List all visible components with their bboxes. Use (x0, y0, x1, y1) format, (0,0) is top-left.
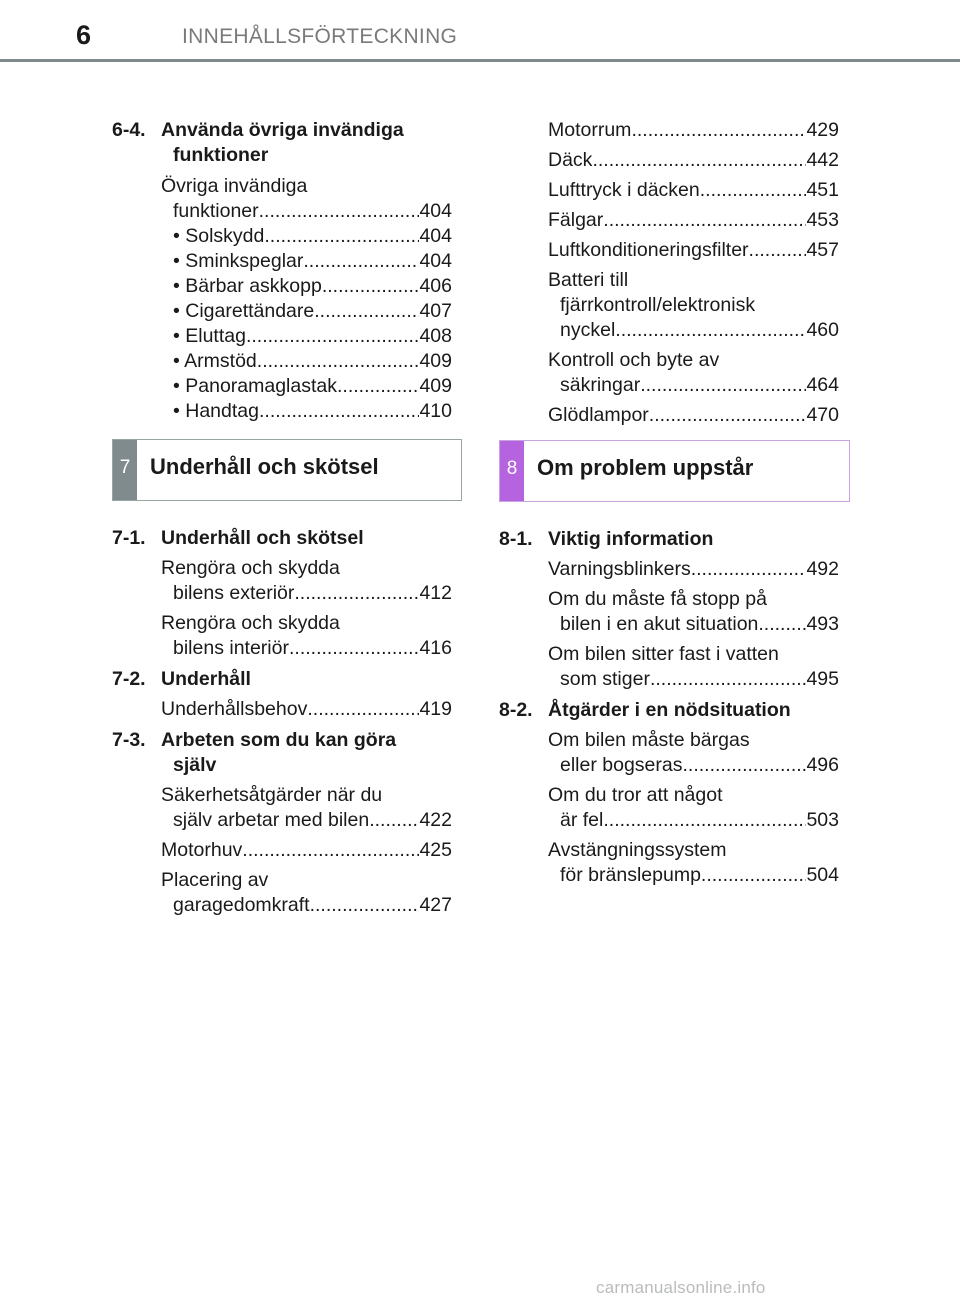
dot-leader (603, 208, 806, 233)
chapter-band-7[interactable] (112, 439, 462, 501)
page-ref: 425 (419, 839, 452, 861)
toc-entry[interactable] (112, 556, 452, 606)
dot-leader (631, 118, 806, 143)
dot-leader (307, 697, 419, 722)
dot-leader (650, 667, 807, 692)
dot-leader (749, 238, 807, 263)
toc-entry-fuse[interactable] (499, 348, 839, 398)
entry-text: Lufttryck i däcken (548, 179, 700, 201)
section-heading-7-2 (112, 667, 452, 692)
toc-entry-ovriga-invandiga[interactable] (112, 174, 452, 224)
dot-leader (322, 274, 420, 299)
page-ref: 406 (419, 275, 452, 297)
dot-leader (758, 612, 806, 637)
dot-leader (649, 403, 807, 428)
entry-text: Luftkonditioneringsfilter (548, 239, 749, 261)
toc-entry[interactable] (499, 838, 839, 888)
section-title: Underhåll och skötsel (161, 527, 364, 549)
section-number: 7-2. (112, 668, 146, 690)
page-ref: 409 (419, 375, 452, 397)
entry-line2: som stiger (560, 668, 650, 690)
toc-entry[interactable] (112, 783, 452, 833)
dot-leader (700, 178, 807, 203)
dot-leader (246, 324, 419, 349)
entry-line2: för bränslepump (560, 864, 701, 886)
entry-line1: Avstängningssystem (548, 839, 727, 861)
toc-subitem[interactable] (112, 224, 452, 249)
entry-text: • Bärbar askkopp (173, 275, 322, 297)
entry-line1: Batteri till (548, 269, 629, 291)
toc-entry[interactable] (499, 148, 839, 173)
entry-text: Motorrum (548, 119, 632, 141)
section-title: Åtgärder i en nödsituation (548, 699, 791, 721)
page-ref: 504 (806, 864, 839, 886)
toc-subitem[interactable] (112, 249, 452, 274)
entry-line1: Rengöra och skydda (161, 612, 340, 634)
entry-line1: Om du måste få stopp på (548, 588, 767, 610)
toc-entry[interactable] (112, 697, 452, 722)
section-title-line2: funktioner (173, 144, 269, 166)
dot-leader (369, 808, 419, 833)
dot-leader (289, 636, 419, 661)
section-title: Underhåll (161, 668, 251, 690)
toc-entry-battery[interactable] (499, 268, 839, 343)
page-number: 6 (76, 20, 92, 50)
page-ref: 470 (806, 404, 839, 426)
dot-leader (691, 557, 807, 582)
entry-line2: bilen i en akut situation (560, 613, 759, 635)
page-ref: 457 (806, 239, 839, 261)
toc-entry[interactable] (499, 557, 839, 582)
entry-text: Fälgar (548, 209, 604, 231)
page-ref: 419 (419, 698, 452, 720)
page-ref: 404 (419, 200, 452, 222)
section-number: 8-2. (499, 699, 533, 721)
entry-line1: Om du tror att något (548, 784, 723, 806)
dot-leader (615, 318, 806, 343)
chapter-title: Underhåll och skötsel (150, 454, 379, 479)
toc-entry[interactable] (112, 838, 452, 863)
dot-leader (701, 863, 807, 888)
entry-text: • Handtag (173, 400, 259, 422)
entry-text: • Eluttag (173, 325, 246, 347)
chapter-band-8[interactable] (499, 440, 850, 502)
dot-leader (314, 299, 419, 324)
entry-line1: Om bilen måste bärgas (548, 729, 750, 751)
entry-line2: bilens exteriör (173, 582, 295, 604)
dot-leader (310, 893, 420, 918)
section-number: 6-4. (112, 119, 146, 141)
entry-line1: Kontroll och byte av (548, 349, 720, 371)
entry-line1: Säkerhetsåtgärder när du (161, 784, 383, 806)
toc-subitem[interactable] (112, 324, 452, 349)
entry-line1: Rengöra och skydda (161, 557, 340, 579)
toc-entry[interactable] (499, 728, 839, 778)
chapter-number-tab: 8 (500, 441, 524, 501)
toc-entry[interactable] (499, 118, 839, 143)
entry-line3: nyckel (560, 319, 616, 341)
entry-text: • Solskydd (173, 225, 265, 247)
page-ref: 493 (806, 613, 839, 635)
watermark: carmanualsonline.info (596, 1278, 766, 1297)
dot-leader (640, 373, 806, 398)
right-column-top (499, 118, 839, 428)
page-ref: 412 (419, 582, 452, 604)
entry-line2: fjärrkontroll/elektronisk (560, 294, 756, 316)
page-ref: 429 (806, 119, 839, 141)
toc-subitem[interactable] (112, 399, 452, 424)
section-heading-7-3 (112, 728, 452, 778)
page-title: INNEHÅLLSFÖRTECKNING (182, 25, 458, 48)
entry-line2: bilens interiör (173, 637, 289, 659)
dot-leader (603, 808, 806, 833)
page-ref: 422 (419, 809, 452, 831)
page-ref: 407 (419, 300, 452, 322)
section-title-line2: själv (173, 754, 217, 776)
section-heading-7-1 (112, 526, 452, 551)
section-heading-6-4 (112, 118, 452, 168)
toc-subitem[interactable] (112, 274, 452, 299)
entry-text: • Panoramaglastak (173, 375, 337, 397)
page-ref: 460 (806, 319, 839, 341)
dot-leader (257, 349, 420, 374)
page-ref: 495 (806, 668, 839, 690)
entry-text: • Armstöd (173, 350, 257, 372)
toc-entry[interactable] (112, 868, 452, 918)
header-rule (0, 59, 960, 62)
toc-entry[interactable] (499, 587, 839, 637)
toc-entry[interactable] (499, 178, 839, 203)
entry-text: Glödlampor (548, 404, 649, 426)
page-ref: 408 (419, 325, 452, 347)
entry-text: Däck (548, 149, 593, 171)
entry-line2: eller bogseras (560, 754, 683, 776)
entry-line1: Placering av (161, 869, 269, 891)
dot-leader (259, 199, 420, 224)
entry-line2: själv arbetar med bilen (173, 809, 370, 831)
toc-entry[interactable] (112, 611, 452, 661)
entry-text: • Sminkspeglar (173, 250, 304, 272)
page-ref: 503 (806, 809, 839, 831)
page-ref: 453 (806, 209, 839, 231)
dot-leader (337, 374, 419, 399)
toc-entry[interactable] (499, 783, 839, 833)
toc-subitem[interactable] (112, 299, 452, 324)
page-ref: 427 (419, 894, 452, 916)
page-ref: 451 (806, 179, 839, 201)
page-header (0, 0, 960, 64)
chapter-number-tab: 7 (113, 440, 137, 500)
section-title-line1: Arbeten som du kan göra (161, 729, 397, 751)
toc-subitem[interactable] (112, 374, 452, 399)
toc-entry[interactable] (499, 238, 839, 263)
left-column-top (112, 118, 452, 424)
dot-leader (303, 249, 419, 274)
toc-subitem[interactable] (112, 349, 452, 374)
chapter-title: Om problem uppstår (537, 455, 754, 480)
section-title-line1: Använda övriga invändiga (161, 119, 404, 141)
dot-leader (264, 224, 419, 249)
dot-leader (294, 581, 419, 606)
entry-text: • Cigarettändare (173, 300, 315, 322)
dot-leader (242, 838, 419, 863)
page-ref: 409 (419, 350, 452, 372)
dot-leader (259, 399, 419, 424)
entry-line1: Om bilen sitter fast i vatten (548, 643, 779, 665)
section-number: 7-1. (112, 527, 146, 549)
page-ref: 404 (419, 250, 452, 272)
right-column-chapter8 (499, 527, 839, 888)
entry-line2: säkringar (560, 374, 641, 396)
toc-entry-bulbs[interactable] (499, 403, 839, 428)
section-number: 8-1. (499, 528, 533, 550)
page-ref: 492 (806, 558, 839, 580)
page-ref: 442 (806, 149, 839, 171)
page-ref: 464 (806, 374, 839, 396)
left-column-chapter7 (112, 526, 452, 918)
entry-line1: Övriga invändiga (161, 175, 308, 197)
section-title: Viktig information (548, 528, 714, 550)
page-ref: 496 (806, 754, 839, 776)
section-heading-8-2 (499, 698, 839, 723)
entry-line2: funktioner (173, 200, 259, 222)
page-ref: 416 (419, 637, 452, 659)
dot-leader (682, 753, 806, 778)
page-ref: 410 (419, 400, 452, 422)
entry-text: Underhållsbehov (161, 698, 308, 720)
page-ref: 404 (419, 225, 452, 247)
entry-text: Motorhuv (161, 839, 243, 861)
toc-entry[interactable] (499, 208, 839, 233)
toc-entry[interactable] (499, 642, 839, 692)
entry-line2: är fel (560, 809, 604, 831)
entry-text: Varningsblinkers (548, 558, 691, 580)
section-number: 7-3. (112, 729, 146, 751)
section-heading-8-1 (499, 527, 839, 552)
entry-line2: garagedomkraft (173, 894, 310, 916)
dot-leader (592, 148, 806, 173)
